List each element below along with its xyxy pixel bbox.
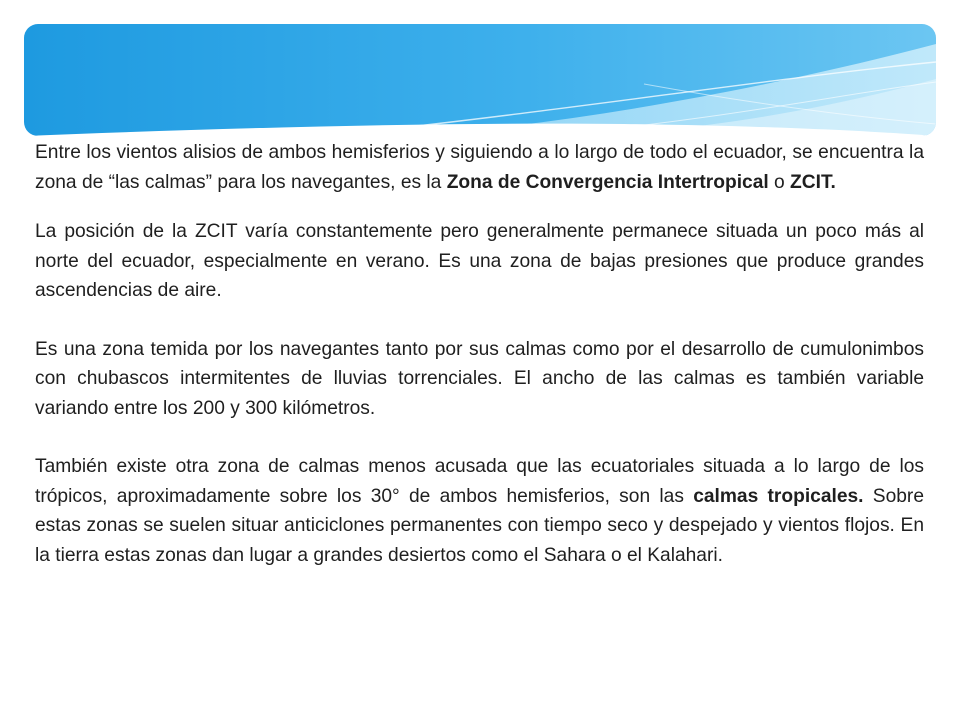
paragraph-4 <box>35 452 924 570</box>
paragraph-2: La posición de la ZCIT varía constantemente pero generalmente permanece situada un poco más al norte del ecuador, especialmente en verano. Es una zona de bajas presiones que produce grandes ascendencias de aire. <box>35 221 924 301</box>
header-banner <box>24 24 936 136</box>
paragraph-3: Es una zona temida por los navegantes tanto por sus calmas como por el desarrollo de cumulonimbos con chubascos intermitentes de lluvias torrenciales. El ancho de las calmas es también variable variando entre los 200 y 300 kilómetros. <box>35 338 924 419</box>
paragraph-4-text-b: Sobre estas zonas se suelen situar anticiclones permanentes con tiempo seco y despejado y vientos flojos. En la tierra estas zonas dan lugar a grandes desiertos como el Sahara o el Kalahari. <box>35 485 924 566</box>
paragraph-1-text-b: o <box>768 171 791 193</box>
header-wave-graphic <box>24 24 936 136</box>
paragraph-1 <box>35 138 924 197</box>
paragraph-1-bold-b: ZCIT. <box>790 171 836 193</box>
paragraph-1-text-a: Entre los vientos alisios de ambos hemisferios y siguiendo a lo largo de todo el ecuador, se encuentra la zona de “las calmas” para los navegantes, es la <box>35 142 924 193</box>
paragraph-4-bold-a: calmas tropicales. <box>693 485 864 507</box>
paragraph-4-text-a: También existe otra zona de calmas menos acusada que las ecuatoriales situada a lo largo de los trópicos, aproximadamente sobre los 30° de ambos hemisferios, son las <box>35 456 924 507</box>
main-content <box>35 138 924 570</box>
paragraph-1-bold-a: Zona de Convergencia Intertropical <box>446 171 769 193</box>
